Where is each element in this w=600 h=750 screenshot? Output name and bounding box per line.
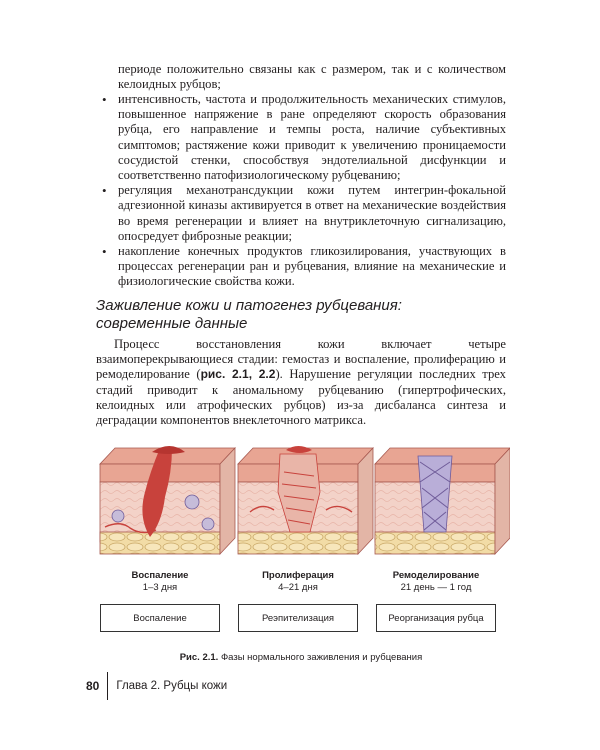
- stage-label-remodeling: [366, 570, 506, 594]
- process-box-scar-reorganization: Реорганизация рубца: [376, 604, 496, 632]
- figure-wound-healing: [90, 432, 510, 652]
- figure-caption: [96, 652, 506, 663]
- stage-duration: 21 день — 1 год: [400, 582, 472, 593]
- list-item: • регуляция механотрансдукции кожи путем интегрин-фокальной адгезионной киназы активируется в ответ на механические воздействия во время регенерации и влияет на внутриклеточную сигнализацию, опосредует фиброзные реакции;: [100, 183, 506, 244]
- page-footer: [86, 672, 227, 700]
- stage-duration: 4–21 дня: [278, 582, 318, 593]
- caption-text: Фазы нормального заживления и рубцевания: [218, 652, 423, 663]
- list-item: • накопление конечных продуктов гликозилирования, участвующих в процессах регенерации ран и рубцевания, влияние на механические и физиологические свойства кожи.: [100, 244, 506, 290]
- stage-duration: 1–3 дня: [142, 582, 178, 593]
- section-heading: [96, 297, 506, 332]
- skin-diagram-illustration: [90, 432, 510, 582]
- stage-label-proliferation: [228, 570, 368, 594]
- process-box-inflammation: Воспаление: [100, 604, 220, 632]
- stage-title: Ремоделирование: [392, 570, 480, 581]
- figure-reference: рис. 2.1, 2.2: [200, 367, 276, 382]
- body-paragraph: [96, 337, 506, 428]
- caption-label: Рис. 2.1.: [179, 652, 219, 663]
- page-number: 80: [86, 679, 100, 693]
- stage-label-inflammation: [90, 570, 230, 594]
- list-item: • интенсивность, частота и продолжительность механических стимулов, повышенное напряжение в ране определяют скорость образования рубца, его направление и темпы роста, наличие субъективных симптомов; растяжение кожи приводит к увеличению проницаемости сосудистой стенки, способствуя эндотелиальной дисфункции и соответственно патофизиологическому рубцеванию;: [100, 92, 506, 183]
- section-heading-line: Заживление кожи и патогенез рубцевания:: [96, 297, 402, 314]
- section-heading-line: современные данные: [96, 314, 248, 332]
- footer-divider: [107, 672, 108, 700]
- stage-title: Пролиферация: [262, 570, 334, 581]
- remodeling-block: [375, 448, 510, 554]
- paragraph-text: ). Нарушение регуляции последних трех стадий приводит к аномальному рубцеванию (гипертрофических, келоидных или атрофических рубцов) из-за дисбаланса синтеза и деградации компонентов внеклеточного матрикса.: [96, 367, 506, 428]
- paragraph-text: Процесс восстановления кожи включает четыре взаимоперекрывающиеся стадии: гемостаз и воспаление, пролиферацию и ремоделирование (: [96, 337, 506, 382]
- proliferation-block: [238, 446, 373, 554]
- continuation-text: периоде положительно связаны как с размером, так и с количеством келоидных рубцов;: [118, 62, 506, 92]
- bullet-list: [100, 92, 506, 290]
- stage-title: Воспаление: [131, 570, 189, 581]
- process-box-reepithelization: Реэпителизация: [238, 604, 358, 632]
- chapter-title: Глава 2. Рубцы кожи: [116, 680, 228, 692]
- inflammation-block: [100, 446, 235, 554]
